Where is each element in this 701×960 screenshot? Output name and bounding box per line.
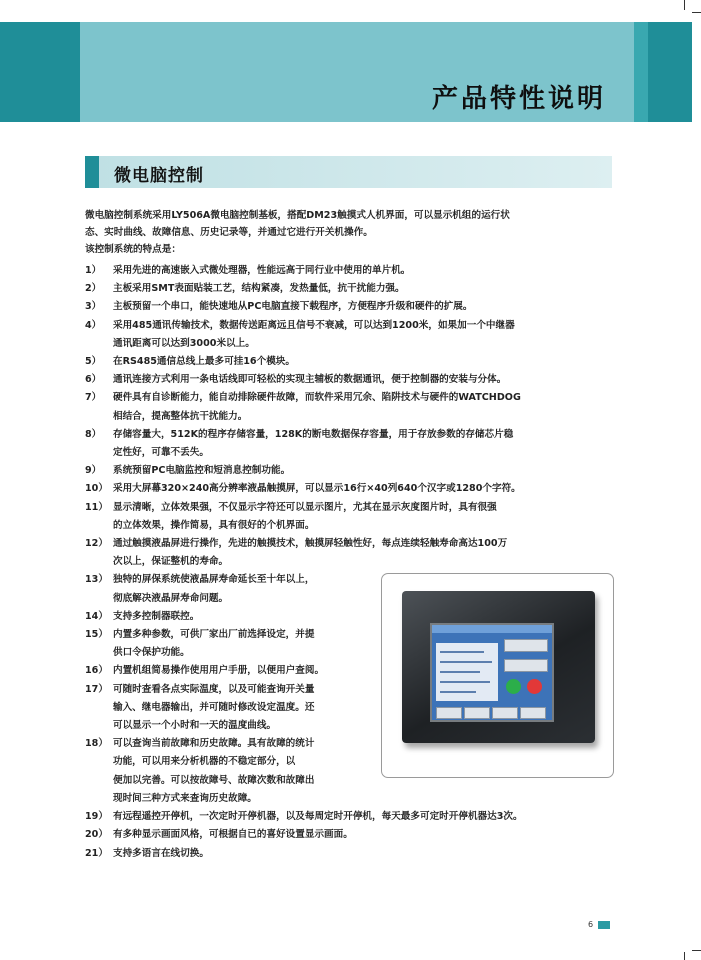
feature-text: 独特的屏保系统使液晶屏寿命延长至十年以上， bbox=[113, 574, 315, 586]
feature-text: 可以查询当前故障和历史故障。具有故障的统计 bbox=[113, 738, 315, 750]
screen-status-panel bbox=[436, 643, 498, 701]
feature-number: 5） bbox=[85, 356, 102, 368]
feature-text: 采用大屏幕320×240高分辨率液晶触摸屏，可以显示16行×40列640个汉字或1280个字符。 bbox=[113, 483, 521, 495]
device-screen bbox=[430, 623, 554, 722]
feature-text: 可随时查看各点实际温度，以及可能查询开关量 bbox=[113, 683, 315, 695]
feature-text: 主板采用SMT表面贴装工艺，结构紧凑，发热量低，抗干扰能力强。 bbox=[113, 283, 405, 295]
banner-right-stripe bbox=[634, 22, 648, 122]
feature-number: 7） bbox=[85, 392, 102, 404]
feature-number: 20） bbox=[85, 829, 108, 841]
feature-text: 的立体效果，操作简易，具有很好的个机界面。 bbox=[113, 519, 315, 531]
intro-line: 态、实时曲线、故障信息、历史记录等，并通过它进行开关机操作。 bbox=[85, 227, 373, 238]
feature-text: 有多种显示画面风格，可根据自已的喜好设置显示画面。 bbox=[113, 829, 353, 841]
feature-number: 18） bbox=[85, 738, 108, 750]
screen-title-bar bbox=[432, 625, 552, 633]
feature-item bbox=[85, 353, 523, 371]
feature-text: 相结合，提高整体抗干扰能力。 bbox=[113, 410, 248, 422]
crop-mark bbox=[692, 12, 701, 13]
feature-item bbox=[85, 317, 523, 353]
feature-number: 10） bbox=[85, 483, 108, 495]
feature-item bbox=[85, 845, 523, 863]
feature-number: 16） bbox=[85, 665, 108, 677]
feature-item bbox=[85, 535, 523, 571]
crop-mark bbox=[684, 952, 685, 960]
feature-number: 11） bbox=[85, 501, 108, 513]
feature-number: 12） bbox=[85, 538, 108, 550]
feature-text: 内置多种参数，可供厂家出厂前选择设定，并提 bbox=[113, 629, 315, 641]
feature-number: 9） bbox=[85, 465, 102, 477]
screen-start-indicator bbox=[506, 679, 521, 694]
screen-tab bbox=[464, 707, 490, 719]
feature-text: 便加以完善。可以按故障号、故障次数和故障出 bbox=[113, 774, 315, 786]
feature-item bbox=[85, 389, 523, 425]
feature-text: 通讯距离可以达到3000米以上。 bbox=[113, 337, 255, 349]
feature-text: 支持多控制器联控。 bbox=[113, 610, 200, 622]
feature-item bbox=[85, 280, 523, 298]
feature-number: 4） bbox=[85, 319, 102, 331]
feature-text: 硬件具有自诊断能力，能自动排除硬件故障，而软件采用冗余、陷阱技术与硬件的WATCHDOG bbox=[113, 392, 521, 404]
feature-text: 现时间三种方式来查询历史故障。 bbox=[113, 792, 257, 804]
feature-text: 在RS485通信总线上最多可挂16个模块。 bbox=[113, 356, 295, 368]
feature-text: 系统预留PC电脑监控和短消息控制功能。 bbox=[113, 465, 291, 477]
feature-text: 功能，可以用来分析机器的不稳定部分，以 bbox=[113, 756, 296, 768]
feature-text: 主板预留一个串口，能快速地从PC电脑直接下载程序，方便程序升级和硬件的扩展。 bbox=[113, 301, 473, 313]
intro-paragraph bbox=[85, 207, 605, 258]
feature-text: 有远程遥控开停机，一次定时开停机器，以及每周定时开停机，每天最多可定时开停机器达3次。 bbox=[113, 811, 523, 823]
touch-panel-image bbox=[381, 573, 614, 778]
screen-tab bbox=[436, 707, 462, 719]
feature-number: 19） bbox=[85, 811, 108, 823]
banner-left-block bbox=[0, 22, 80, 122]
page-number: 6 bbox=[588, 920, 594, 929]
screen-text-line bbox=[440, 681, 490, 683]
section-title: 微电脑控制 bbox=[114, 166, 204, 186]
feature-text: 通过触摸液晶屏进行操作，先进的触摸技术，触摸屏轻触性好，每点连续轻触寿命高达100万 bbox=[113, 538, 508, 550]
feature-number: 3） bbox=[85, 301, 102, 313]
intro-line: 该控制系统的特点是： bbox=[85, 244, 181, 255]
section-accent bbox=[85, 156, 99, 188]
feature-item bbox=[85, 480, 523, 498]
feature-text: 内置机组简易操作使用用户手册，以便用户查阅。 bbox=[113, 665, 325, 677]
screen-text-line bbox=[440, 671, 480, 673]
feature-number: 8） bbox=[85, 428, 102, 440]
feature-item bbox=[85, 262, 523, 280]
banner-right-block bbox=[648, 22, 692, 122]
screen-stop-indicator bbox=[527, 679, 542, 694]
feature-text: 定性好，可靠不丢失。 bbox=[113, 447, 209, 459]
feature-text: 支持多语言在线切换。 bbox=[113, 847, 209, 859]
screen-text-line bbox=[440, 651, 484, 653]
crop-mark bbox=[692, 950, 701, 951]
feature-text: 采用先进的高速嵌入式微处理器，性能远高于同行业中使用的单片机。 bbox=[113, 265, 411, 276]
feature-text: 彻底解决液晶屏寿命问题。 bbox=[113, 592, 229, 604]
feature-item bbox=[85, 499, 523, 535]
feature-text: 可以显示一个小时和一天的温度曲线。 bbox=[113, 720, 277, 732]
screen-button bbox=[504, 639, 548, 652]
feature-item bbox=[85, 371, 523, 389]
feature-text: 输入、继电器输出，并可随时修改设定温度。还 bbox=[113, 701, 315, 713]
feature-number: 14） bbox=[85, 610, 108, 622]
page-title: 产品特性说明 bbox=[431, 84, 606, 114]
feature-item bbox=[85, 826, 523, 844]
section-header bbox=[85, 156, 612, 188]
page-number-mark bbox=[598, 921, 610, 929]
screen-tab bbox=[492, 707, 518, 719]
feature-number: 2） bbox=[85, 283, 102, 295]
feature-number: 21） bbox=[85, 847, 108, 859]
feature-text: 存储容量大，512K的程序存储容量，128K的断电数据保存容量，用于存放参数的存储芯片稳 bbox=[113, 428, 514, 440]
feature-number: 13） bbox=[85, 574, 108, 586]
feature-item bbox=[85, 462, 523, 480]
screen-tab bbox=[520, 707, 546, 719]
feature-number: 17） bbox=[85, 683, 108, 695]
feature-number: 1） bbox=[85, 265, 102, 276]
intro-line: 微电脑控制系统采用LY506A微电脑控制基板，搭配DM23触摸式人机界面，可以显示机组的运行状 bbox=[85, 210, 510, 221]
feature-item bbox=[85, 426, 523, 462]
feature-item bbox=[85, 808, 523, 826]
feature-text: 次以上，保证整机的寿命。 bbox=[113, 556, 229, 568]
feature-number: 6） bbox=[85, 374, 102, 386]
screen-text-line bbox=[440, 691, 476, 693]
feature-number: 15） bbox=[85, 629, 108, 641]
feature-text: 供口令保护功能。 bbox=[113, 647, 190, 659]
crop-mark bbox=[684, 0, 685, 10]
feature-text: 显示清晰，立体效果强，不仅显示字符还可以显示图片，尤其在显示灰度图片时，具有很强 bbox=[113, 501, 497, 513]
feature-item bbox=[85, 298, 523, 316]
screen-text-line bbox=[440, 661, 492, 663]
device-bezel bbox=[402, 591, 595, 743]
screen-button bbox=[504, 659, 548, 672]
feature-text: 通讯连接方式利用一条电话线即可轻松的实现主辅板的数据通讯，便于控制器的安装与分体。 bbox=[113, 374, 507, 386]
feature-text: 采用485通讯传输技术，数据传送距离远且信号不衰减，可以达到1200米，如果加一个中继器 bbox=[113, 319, 515, 331]
